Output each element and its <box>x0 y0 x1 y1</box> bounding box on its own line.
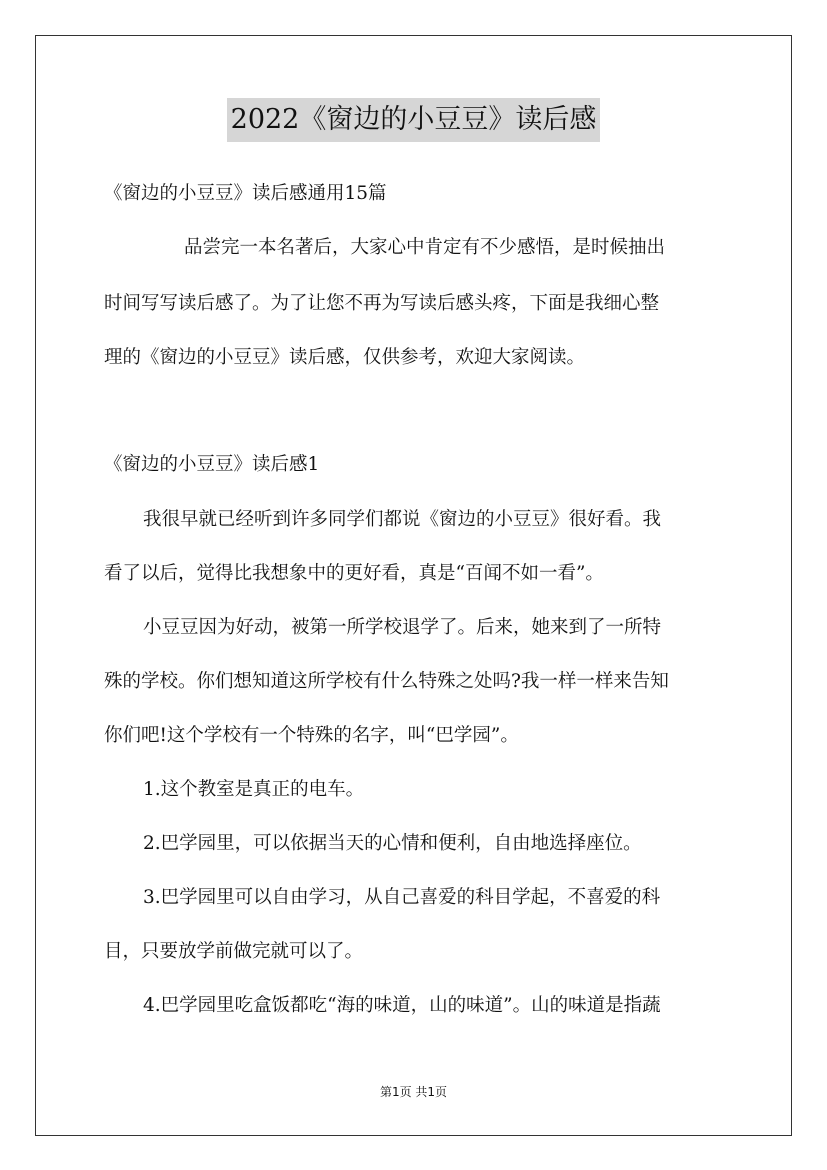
body-line-5: 你们吧!这个学校有一个特殊的名字，叫“巴学园”。 <box>104 725 519 746</box>
list-item-3-continued: 目，只要放学前做完就可以了。 <box>104 941 364 962</box>
body-line-2: 看了以后，觉得比我想象中的更好看，真是“百闻不如一看”。 <box>104 563 604 584</box>
list-item-3: 3.巴学园里可以自由学习，从自己喜爱的科目学起，不喜爱的科 <box>143 887 661 908</box>
intro-line-3: 理的《窗边的小豆豆》读后感，仅供参考，欢迎大家阅读。 <box>104 347 586 368</box>
list-item-4: 4.巴学园里吃盒饭都吃“海的味道，山的味道”。山的味道是指蔬 <box>143 995 661 1016</box>
document-title: 2022《窗边的小豆豆》读后感 <box>227 98 601 142</box>
list-item-2: 2.巴学园里，可以依据当天的心情和便利，自由地选择座位。 <box>143 833 642 854</box>
document-title-block <box>0 98 827 142</box>
body-line-1: 我很早就已经听到许多同学们都说《窗边的小豆豆》很好看。我 <box>143 509 662 530</box>
intro-line-2: 时间写写读后感了。为了让您不再为写读后感头疼，下面是我细心整 <box>104 293 660 314</box>
list-item-1: 1.这个教室是真正的电车。 <box>143 779 365 800</box>
intro-line-1: 品尝完一本名著后，大家心中肯定有不少感悟，是时候抽出 <box>184 237 666 258</box>
body-line-4: 殊的学校。你们想知道这所学校有什么特殊之处吗?我一样一样来告知 <box>104 671 669 692</box>
document-subtitle: 《窗边的小豆豆》读后感通用15篇 <box>104 183 387 204</box>
body-line-3: 小豆豆因为好动，被第一所学校退学了。后来，她来到了一所特 <box>143 617 662 638</box>
page-footer: 第1页 共1页 <box>379 1085 448 1099</box>
section-heading: 《窗边的小豆豆》读后感1 <box>104 454 320 475</box>
